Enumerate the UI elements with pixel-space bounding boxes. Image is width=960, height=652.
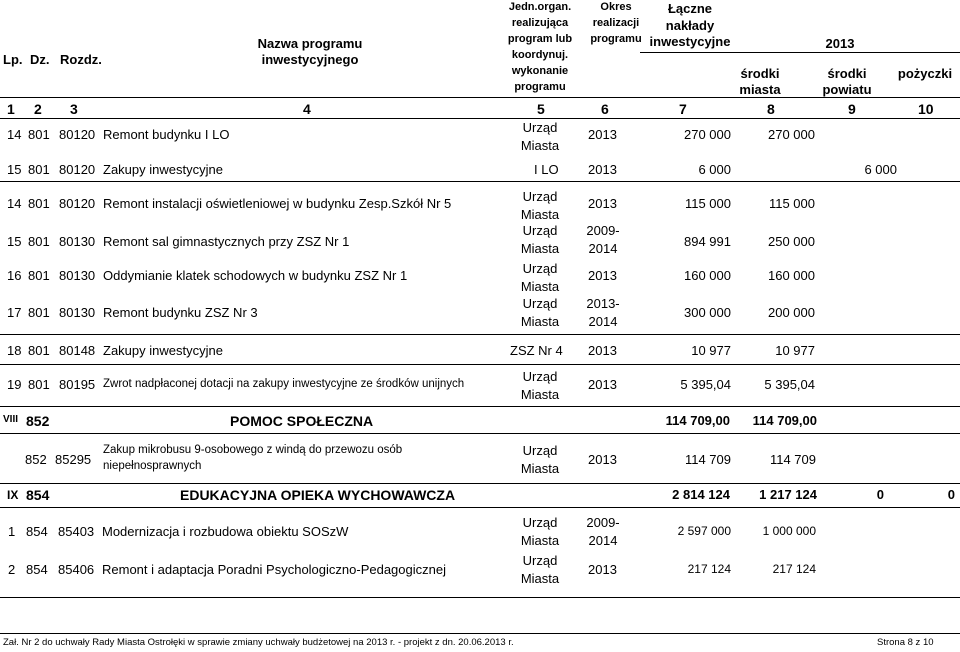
row-total: 115 000 xyxy=(684,196,731,211)
row-name-1: Zakup mikrobusu 9-osobowego z windą do przewozu osób xyxy=(103,444,403,456)
row-rozdz: 85406 xyxy=(58,562,95,577)
row-name: Remont sal gimnastycznych przy ZSZ Nr 1 xyxy=(103,234,350,249)
row-rozdz: 85403 xyxy=(58,524,95,539)
row-unit-2: Miasta xyxy=(520,533,560,548)
row-dz: 801 xyxy=(28,305,50,320)
header-laczne-3: inwestycyjne xyxy=(649,34,731,49)
row-unit-1: Urząd xyxy=(522,369,558,384)
header-srodki-powiatu-1: środki xyxy=(827,66,867,81)
row-miasta: 270 000 xyxy=(768,127,815,142)
colnum-10: 10 xyxy=(918,101,934,117)
section-title: POMOC SPOŁECZNA xyxy=(230,413,374,429)
row-period: 2013 xyxy=(588,127,617,142)
row-period-2: 2014 xyxy=(588,314,618,329)
row-unit-1: Urząd xyxy=(522,553,558,568)
row-unit-1: Urząd xyxy=(522,261,558,276)
section-pozyczki: 0 xyxy=(947,487,955,502)
row-total: 894 991 xyxy=(684,234,731,249)
row-lp: 18 xyxy=(7,343,22,358)
row-unit-2: Miasta xyxy=(520,314,560,329)
row-divider xyxy=(0,364,960,365)
header-dz: Dz. xyxy=(30,52,50,67)
row-unit-1: Urząd xyxy=(522,296,558,311)
row-divider xyxy=(0,406,960,407)
row-period: 2013 xyxy=(588,196,617,211)
row-rozdz: 80120 xyxy=(59,196,96,211)
row-divider xyxy=(0,507,960,508)
row-total: 300 000 xyxy=(684,305,731,320)
row-unit-1: Urząd xyxy=(522,515,558,530)
row-name: Oddymianie klatek schodowych w budynku ZSZ Nr 1 xyxy=(103,268,408,283)
section-title: EDUKACYJNA OPIEKA WYCHOWAWCZA xyxy=(180,487,456,503)
row-lp: 14 xyxy=(7,196,22,211)
row-period-1: 2013- xyxy=(586,296,620,311)
row-lp: 16 xyxy=(7,268,22,283)
header-jedn-1: Jedn.organ. xyxy=(508,1,572,13)
row-name: Remont budynku I LO xyxy=(103,127,230,142)
row-lp: 15 xyxy=(7,234,22,249)
header-jedn-4: koordynuj. xyxy=(511,49,569,61)
header-srodki-miasta-2: miasta xyxy=(739,82,781,97)
row-unit-2: Miasta xyxy=(520,207,560,222)
colnum-6: 6 xyxy=(601,101,609,117)
header-laczne-1: Łączne xyxy=(667,1,713,16)
header-okres-3: programu xyxy=(590,33,642,45)
row-miasta: 160 000 xyxy=(768,268,815,283)
row-total: 217 124 xyxy=(687,562,731,576)
row-total: 10 977 xyxy=(691,343,731,358)
row-lp: 17 xyxy=(7,305,22,320)
header-nazwa-2: inwestycyjnego xyxy=(261,52,359,67)
row-dz: 801 xyxy=(28,343,50,358)
row-name: Remont instalacji oświetleniowej w budynku Zesp.Szkół Nr 5 xyxy=(103,196,452,211)
row-dz: 801 xyxy=(28,377,50,392)
row-rozdz: 80148 xyxy=(59,343,96,358)
header-jedn-2: realizująca xyxy=(511,17,569,29)
header-srodki-miasta-1: środki xyxy=(740,66,780,81)
row-unit-1: Urząd xyxy=(522,120,558,135)
row-period: 2013 xyxy=(588,343,617,358)
row-divider xyxy=(0,334,960,335)
footer-text: Zał. Nr 2 do uchwały Rady Miasta Ostrołęki w sprawie zmiany uchwały budżetowej na 2013 r. - projekt z dn. 20.06.2013 r. xyxy=(3,637,514,648)
row-lp: 19 xyxy=(7,377,22,392)
row-unit-2: Miasta xyxy=(520,387,560,402)
row-total: 270 000 xyxy=(684,127,731,142)
row-total: 114 709 xyxy=(684,452,731,467)
row-dz: 801 xyxy=(28,268,50,283)
section-total: 114 709,00 xyxy=(665,413,730,428)
row-unit-1: Urząd xyxy=(522,443,558,458)
header-rozdz: Rozdz. xyxy=(60,52,102,67)
row-unit-1: Urząd xyxy=(522,223,558,238)
row-unit-2: Miasta xyxy=(520,571,560,586)
row-lp: 14 xyxy=(7,127,22,142)
row-period: 2013 xyxy=(588,268,617,283)
row-rozdz: 80130 xyxy=(59,305,96,320)
colnum-8: 8 xyxy=(767,101,775,117)
row-rozdz: 80120 xyxy=(59,127,96,142)
row-total: 160 000 xyxy=(684,268,731,283)
row-divider xyxy=(0,433,960,434)
row-name: Zwrot nadpłaconej dotacji na zakupy inwestycyjne ze środków unijnych xyxy=(103,378,465,390)
section-total: 2 814 124 xyxy=(672,487,730,502)
colnum-4: 4 xyxy=(303,101,311,117)
row-name: Remont i adaptacja Poradni Psychologiczno-Pedagogicznej xyxy=(102,562,446,577)
header-jedn-6: programu xyxy=(514,81,566,93)
row-unit-2: Miasta xyxy=(520,241,560,256)
row-miasta: 200 000 xyxy=(768,305,815,320)
row-divider xyxy=(0,181,960,182)
row-period: 2013 xyxy=(588,162,617,177)
row-total: 6 000 xyxy=(698,162,731,177)
colnum-9: 9 xyxy=(848,101,856,117)
header-line xyxy=(0,97,960,98)
row-period-2: 2014 xyxy=(588,533,618,548)
row-dz: 801 xyxy=(28,196,50,211)
header-jedn-3: program lub xyxy=(507,33,573,45)
row-miasta: 114 709 xyxy=(769,452,816,467)
section-roman: VIII xyxy=(3,414,19,425)
row-period-1: 2009- xyxy=(586,223,620,238)
row-rozdz: 85295 xyxy=(55,452,92,467)
row-dz: 854 xyxy=(26,524,48,539)
header-pozyczki: pożyczki xyxy=(897,66,953,81)
row-total: 2 597 000 xyxy=(677,524,731,538)
row-unit-2: Miasta xyxy=(520,279,560,294)
row-dz: 852 xyxy=(25,452,47,467)
colnum-3: 3 xyxy=(70,101,78,117)
footer-rule xyxy=(0,633,960,634)
colnum-1: 1 xyxy=(7,101,15,117)
row-dz: 801 xyxy=(28,162,50,177)
row-period: 2013 xyxy=(588,377,617,392)
row-unit: ZSZ Nr 4 xyxy=(510,343,563,358)
section-miasta: 1 217 124 xyxy=(759,487,817,502)
row-name: Modernizacja i rozbudowa obiektu SOSzW xyxy=(102,524,349,539)
row-dz: 854 xyxy=(26,562,48,577)
row-pozyczki: 6 000 xyxy=(864,162,897,177)
row-rozdz: 80130 xyxy=(59,268,96,283)
row-period: 2013 xyxy=(588,452,617,467)
header-srodki-powiatu-2: powiatu xyxy=(822,82,872,97)
row-name: Zakupy inwestycyjne xyxy=(103,343,223,358)
row-name-2: niepełnosprawnych xyxy=(103,460,202,472)
section-miasta: 114 709,00 xyxy=(752,413,817,428)
row-lp: 2 xyxy=(8,562,16,577)
row-name: Zakupy inwestycyjne xyxy=(103,162,223,177)
row-unit-1: Urząd xyxy=(522,189,558,204)
row-dz: 801 xyxy=(28,234,50,249)
header-laczne-2: nakłady xyxy=(665,18,715,33)
colnum-5: 5 xyxy=(537,101,545,117)
colnum-2: 2 xyxy=(34,101,42,117)
header-line xyxy=(0,118,960,119)
header-jedn-5: wykonanie xyxy=(511,65,569,77)
row-period: 2013 xyxy=(588,562,617,577)
row-period-2: 2014 xyxy=(588,241,618,256)
row-total: 5 395,04 xyxy=(680,377,731,392)
header-line xyxy=(640,52,960,53)
row-dz: 801 xyxy=(28,127,50,142)
row-divider xyxy=(0,483,960,484)
row-name: Remont budynku ZSZ Nr 3 xyxy=(103,305,258,320)
page-number: Strona 8 z 10 xyxy=(877,637,934,648)
row-miasta: 250 000 xyxy=(768,234,815,249)
header-year: 2013 xyxy=(825,36,855,51)
row-lp: 1 xyxy=(8,524,16,539)
row-miasta: 217 124 xyxy=(772,562,816,576)
row-lp: 15 xyxy=(7,162,22,177)
row-miasta: 5 395,04 xyxy=(764,377,815,392)
section-dz: 852 xyxy=(26,413,50,429)
section-powiatu: 0 xyxy=(876,487,884,502)
header-okres-1: Okres xyxy=(600,1,632,13)
section-dz: 854 xyxy=(26,487,50,503)
row-miasta: 1 000 000 xyxy=(762,524,816,538)
row-divider xyxy=(0,597,960,598)
header-okres-2: realizacji xyxy=(592,17,640,29)
row-miasta: 115 000 xyxy=(768,196,815,211)
row-unit-2: Miasta xyxy=(520,461,560,476)
row-period-1: 2009- xyxy=(586,515,620,530)
row-rozdz: 80130 xyxy=(59,234,96,249)
colnum-7: 7 xyxy=(679,101,687,117)
section-roman: IX xyxy=(7,488,19,502)
header-nazwa-1: Nazwa programu xyxy=(257,36,363,51)
row-unit: I LO xyxy=(534,162,559,177)
header-lp: Lp. xyxy=(3,52,23,67)
row-miasta: 10 977 xyxy=(775,343,815,358)
row-unit-2: Miasta xyxy=(520,138,560,153)
row-rozdz: 80195 xyxy=(59,377,96,392)
row-rozdz: 80120 xyxy=(59,162,96,177)
